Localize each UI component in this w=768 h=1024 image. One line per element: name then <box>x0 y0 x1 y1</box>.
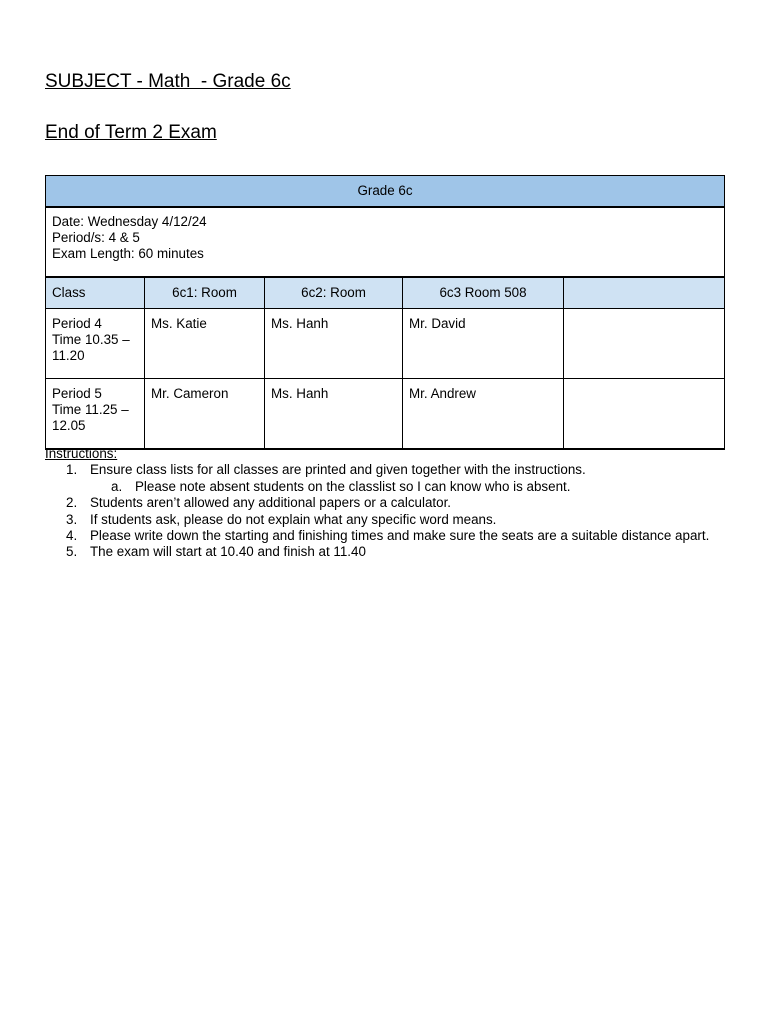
exam-info-cell: Date: Wednesday 4/12/24 Period/s: 4 & 5 Exam Length: 60 minutes <box>46 207 725 277</box>
instructions-label: Instructions: <box>45 446 118 461</box>
empty-cell <box>564 309 725 379</box>
teacher-cell: Ms. Hanh <box>265 379 403 450</box>
list-item-number: 5. <box>66 544 78 560</box>
teacher-cell: Ms. Hanh <box>265 309 403 379</box>
grade-header-cell: Grade 6c <box>46 176 725 208</box>
period-cell: Period 5 Time 11.25 – 12.05 <box>46 379 145 450</box>
column-header-6c2: 6c2: Room <box>265 277 403 309</box>
list-item-number: 1. <box>66 462 78 478</box>
column-header-6c1: 6c1: Room <box>145 277 265 309</box>
list-item-text: Students aren’t allowed any additional papers or a calculator. <box>90 495 452 511</box>
exam-schedule-table <box>45 175 725 450</box>
column-header-6c3: 6c3 Room 508 <box>403 277 564 309</box>
list-item <box>66 462 725 495</box>
list-item-number: a. <box>111 478 123 494</box>
document-subject-heading: SUBJECT - Math - Grade 6c <box>45 71 291 92</box>
instructions-list <box>45 462 725 560</box>
exam-title-heading: End of Term 2 Exam <box>45 122 217 143</box>
period-cell: Period 4 Time 10.35 – 11.20 <box>46 309 145 379</box>
instructions-sublist <box>90 479 725 495</box>
teacher-cell: Ms. Katie <box>145 309 265 379</box>
list-item-text: Please write down the starting and finishing times and make sure the seats are a suitable distance apart. <box>90 528 710 544</box>
column-header-class: Class <box>46 277 145 309</box>
instructions-section <box>45 446 725 561</box>
teacher-cell: Mr. Andrew <box>403 379 564 450</box>
table-row <box>46 309 725 379</box>
column-header-row <box>46 277 725 309</box>
list-item-number: 3. <box>66 511 78 527</box>
list-item-number: 4. <box>66 528 78 544</box>
list-item <box>66 528 725 544</box>
list-item-text: The exam will start at 10.40 and finish at 11.40 <box>90 544 366 560</box>
list-item-text: Ensure class lists for all classes are printed and given together with the instructions. <box>90 462 586 478</box>
teacher-cell: Mr. Cameron <box>145 379 265 450</box>
list-item <box>66 511 725 528</box>
table-header-row <box>46 176 725 208</box>
empty-cell <box>564 379 725 450</box>
table-row <box>46 379 725 450</box>
list-item-number: 2. <box>66 495 78 511</box>
list-item-text: Please note absent students on the classlist so I can know who is absent. <box>135 478 571 494</box>
teacher-cell: Mr. David <box>403 309 564 379</box>
column-header-blank <box>564 277 725 309</box>
list-item <box>66 495 725 511</box>
list-item <box>66 544 725 560</box>
list-item <box>111 478 725 495</box>
list-item-text: If students ask, please do not explain what any specific word means. <box>90 511 497 527</box>
exam-info-row <box>46 207 725 277</box>
